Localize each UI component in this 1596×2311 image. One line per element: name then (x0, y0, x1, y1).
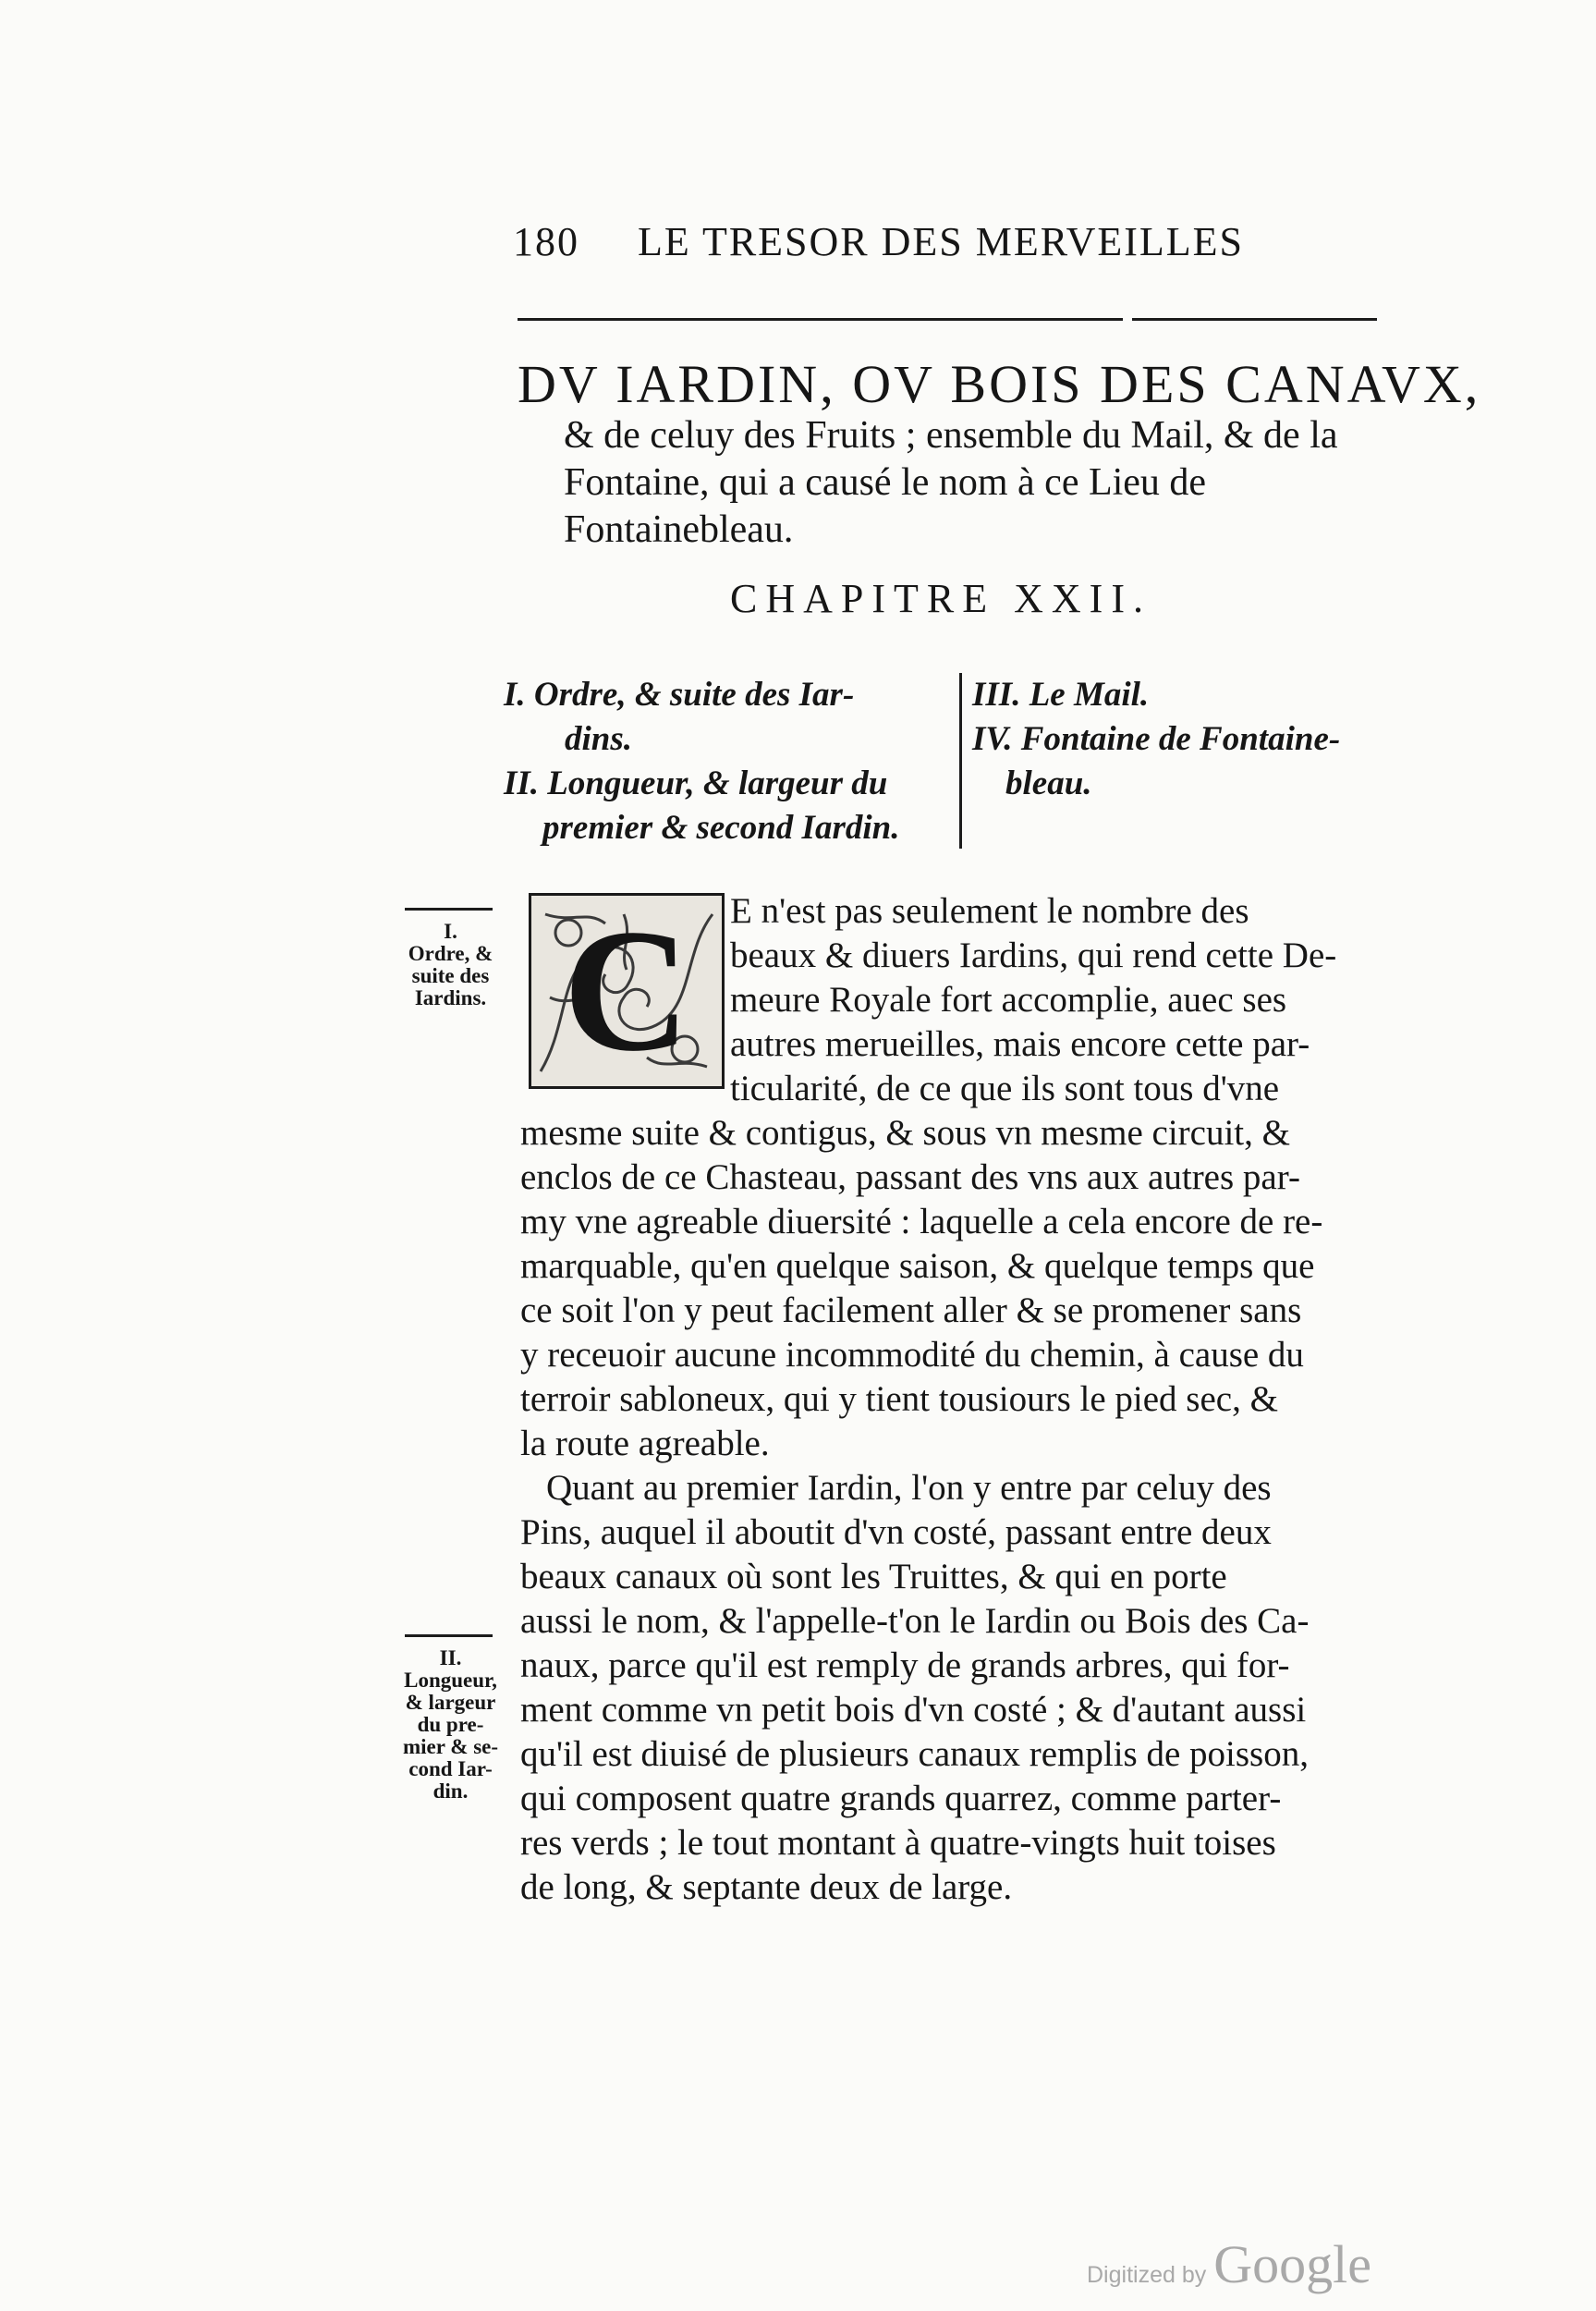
summary-line: II. Longueur, & largeur du (504, 764, 888, 802)
body-line: naux, parce qu'il est remply de grands arbres, qui for- (520, 1645, 1290, 1685)
margin-note-line: II. (439, 1646, 462, 1669)
paragraph-2 (520, 1466, 1309, 1910)
body-line: marquable, qu'en quelque saison, & quelque temps que (520, 1246, 1315, 1286)
body-line: qui composent quatre grands quarrez, comme parter- (520, 1779, 1282, 1818)
summary-line: bleau. (1005, 764, 1092, 802)
margin-note-rule (405, 1634, 493, 1637)
body-line: de long, & septante deux de large. (520, 1867, 1013, 1907)
body-line: ce soit l'on y peut facilement aller & se promener sans (520, 1290, 1302, 1330)
page-number: 180 (513, 219, 579, 264)
body-line: y receuoir aucune incommodité du chemin, à cause du (520, 1335, 1304, 1375)
body-line: autres merueilles, mais encore cette par- (730, 1024, 1310, 1064)
summary-line: dins. (565, 720, 633, 758)
margin-note-line: Longueur, (404, 1669, 497, 1692)
body-line: E n'est pas seulement le nombre des (730, 891, 1249, 931)
paragraph-1-lines-beside-dropcap (730, 889, 1336, 1111)
margin-note-line: du pre- (417, 1713, 484, 1736)
margin-note-line: Iardins. (414, 986, 487, 1009)
summary-divider (959, 673, 962, 849)
drop-cap-letter: C (563, 894, 690, 1088)
body-line: beaux & diuers Iardins, qui rend cette De- (730, 935, 1337, 975)
body-line: Quant au premier Iardin, l'on y entre par celuy des (546, 1468, 1272, 1508)
margin-note-line: suite des (411, 964, 490, 987)
body-line: Pins, auquel il aboutit d'vn costé, passant entre deux (520, 1512, 1272, 1552)
summary-line: premier & second Iardin. (542, 809, 900, 847)
summary-line: I. Ordre, & suite des Iar- (504, 676, 855, 714)
body-line: ticularité, de ce que ils sont tous d'vne (730, 1069, 1280, 1108)
body-line: qu'il est diuisé de plusieurs canaux remplis de poisson, (520, 1734, 1309, 1774)
body-line: meure Royale fort accomplie, auec ses (730, 980, 1287, 1020)
body-line: beaux canaux où sont les Truittes, & qui en porte (520, 1557, 1227, 1596)
margin-note-line: & largeur (405, 1691, 496, 1714)
running-title: LE TRESOR DES MERVEILLES (638, 219, 1245, 264)
summary-line: III. Le Mail. (972, 676, 1150, 714)
margin-note-1 (388, 921, 513, 1009)
summary-right-column (972, 673, 1340, 806)
summary-line: IV. Fontaine de Fontaine- (972, 720, 1341, 758)
margin-note-line: mier & se- (402, 1735, 499, 1758)
body-line: my vne agreable diuersité : laquelle a cela encore de re- (520, 1202, 1323, 1241)
section-title: DV IARDIN, OV BOIS DES CANAVX, (518, 354, 1481, 414)
running-header (513, 218, 1345, 265)
body-line: mesme suite & contigus, & sous vn mesme circuit, & (520, 1113, 1290, 1153)
margin-note-2 (384, 1647, 518, 1803)
section-subtitle: & de celuy des Fruits ; ensemble du Mail, & de la Fontaine, qui a causé le nom à ce Lieu de Fontainebleau. (564, 414, 1338, 551)
drop-cap-ornament (529, 893, 725, 1089)
margin-note-line: Ordre, & (408, 942, 493, 965)
body-line: aussi le nom, & l'appelle-t'on le Iardin ou Bois des Ca- (520, 1601, 1310, 1641)
paragraph-1 (520, 1111, 1322, 1466)
body-line: terroir sabloneux, qui y tient tousiours le pied sec, & (520, 1379, 1278, 1419)
header-rule-right (1132, 318, 1377, 321)
margin-note-line: I. (444, 920, 457, 943)
chapter-heading: CHAPITRE XXII. (730, 576, 1151, 621)
google-logo: Google (1213, 2234, 1371, 2294)
digitized-by-google (1087, 2233, 1371, 2295)
body-line: la route agreable. (520, 1424, 770, 1463)
body-line: ment comme vn petit bois d'vn costé ; & d'autant aussi (520, 1690, 1307, 1730)
body-line: enclos de ce Chasteau, passant des vns aux autres par- (520, 1157, 1300, 1197)
margin-note-rule (405, 908, 493, 911)
summary-left-column (504, 673, 899, 850)
header-rule-left (518, 318, 1123, 321)
margin-note-line: cond Iar- (408, 1757, 493, 1780)
margin-note-line: din. (433, 1779, 469, 1803)
body-line: res verds ; le tout montant à quatre-vingts huit toises (520, 1823, 1276, 1863)
digitized-label: Digitized by (1087, 2262, 1207, 2288)
